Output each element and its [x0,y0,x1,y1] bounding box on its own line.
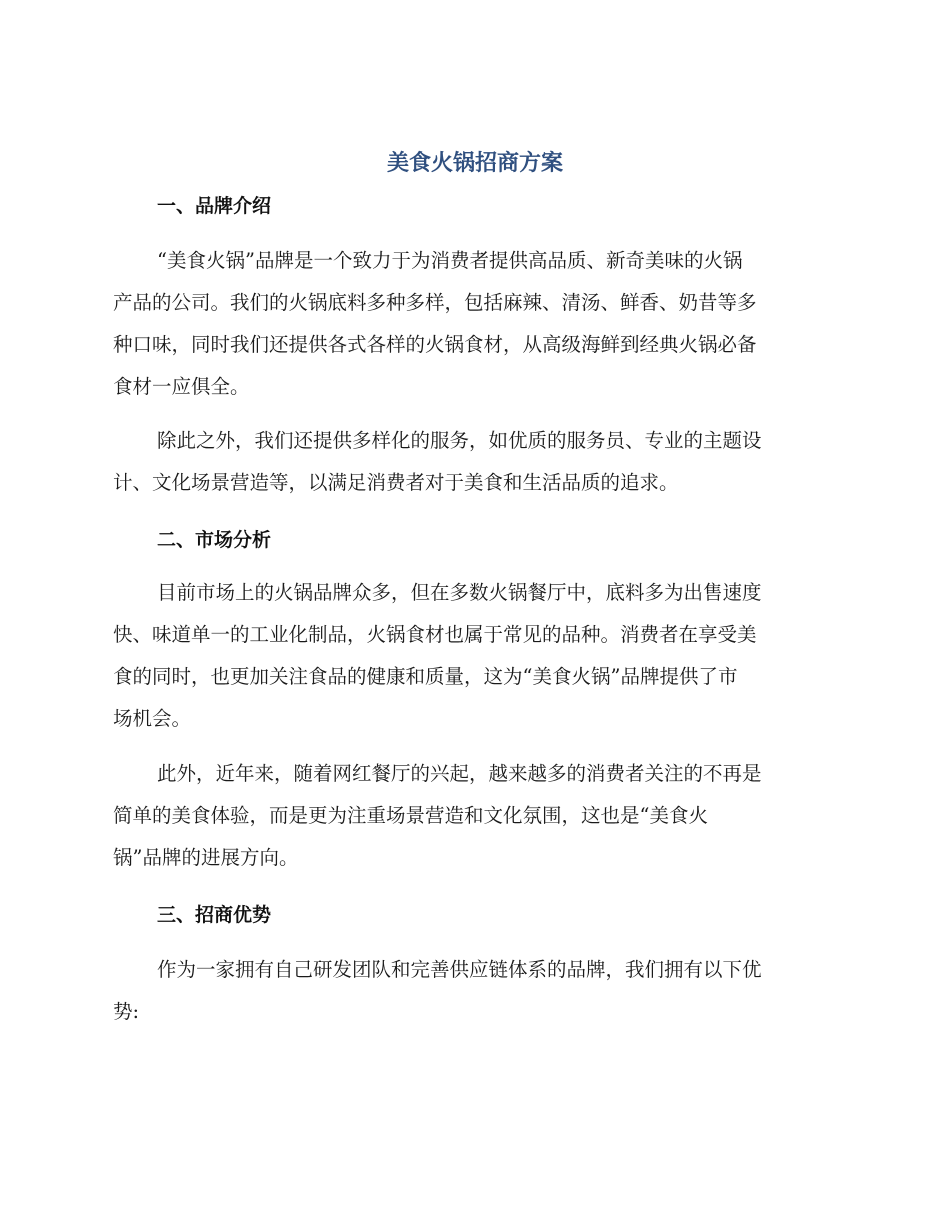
text-line: 食的同时，也更加关注食品的健康和质量，这为“美食火锅”品牌提供了市 [113,665,738,688]
paragraph-market-analysis-2 [113,753,853,879]
text-line: 食材一应俱全。 [113,375,250,398]
paragraph-brand-intro-2 [113,420,853,504]
section-heading-investment-advantages: 三、招商优势 [157,904,272,926]
text-line: 除此之外，我们还提供多样化的服务，如优质的服务员、专业的主题设 [157,429,762,452]
text-line: 简单的美食体验，而是更为注重场景营造和文化氛围，这也是“美食火 [113,804,708,827]
text-line: 快、味道单一的工业化制品，火锅食材也属于常见的品种。消费者在享受美 [113,623,757,646]
section-heading-brand-intro: 一、品牌介绍 [157,195,272,217]
paragraph-investment-advantages-1 [113,949,853,1033]
text-line: 种口味，同时我们还提供各式各样的火锅食材，从高级海鲜到经典火锅必备 [113,333,757,356]
document-title: 美食火锅招商方案 [386,151,563,176]
section-heading-market-analysis: 二、市场分析 [157,529,272,551]
text-line: “美食火锅”品牌是一个致力于为消费者提供高品质、新奇美味的火锅 [157,249,743,272]
text-line: 产品的公司。我们的火锅底料多种多样，包括麻辣、清汤、鲜香、奶昔等多 [113,291,757,314]
text-line: 作为一家拥有自己研发团队和完善供应链体系的品牌，我们拥有以下优 [157,958,762,981]
text-line: 目前市场上的火锅品牌众多，但在多数火锅餐厅中，底料多为出售速度 [157,581,762,604]
text-line: 锅”品牌的进展方向。 [113,846,299,869]
paragraph-brand-intro-1 [113,240,853,408]
paragraph-market-analysis-1 [113,572,853,740]
text-line: 此外，近年来，随着网红餐厅的兴起，越来越多的消费者关注的不再是 [157,762,762,785]
text-line: 势: [113,1000,140,1023]
text-line: 场机会。 [113,707,192,730]
text-line: 计、文化场景营造等，以满足消费者对于美食和生活品质的追求。 [113,471,679,494]
